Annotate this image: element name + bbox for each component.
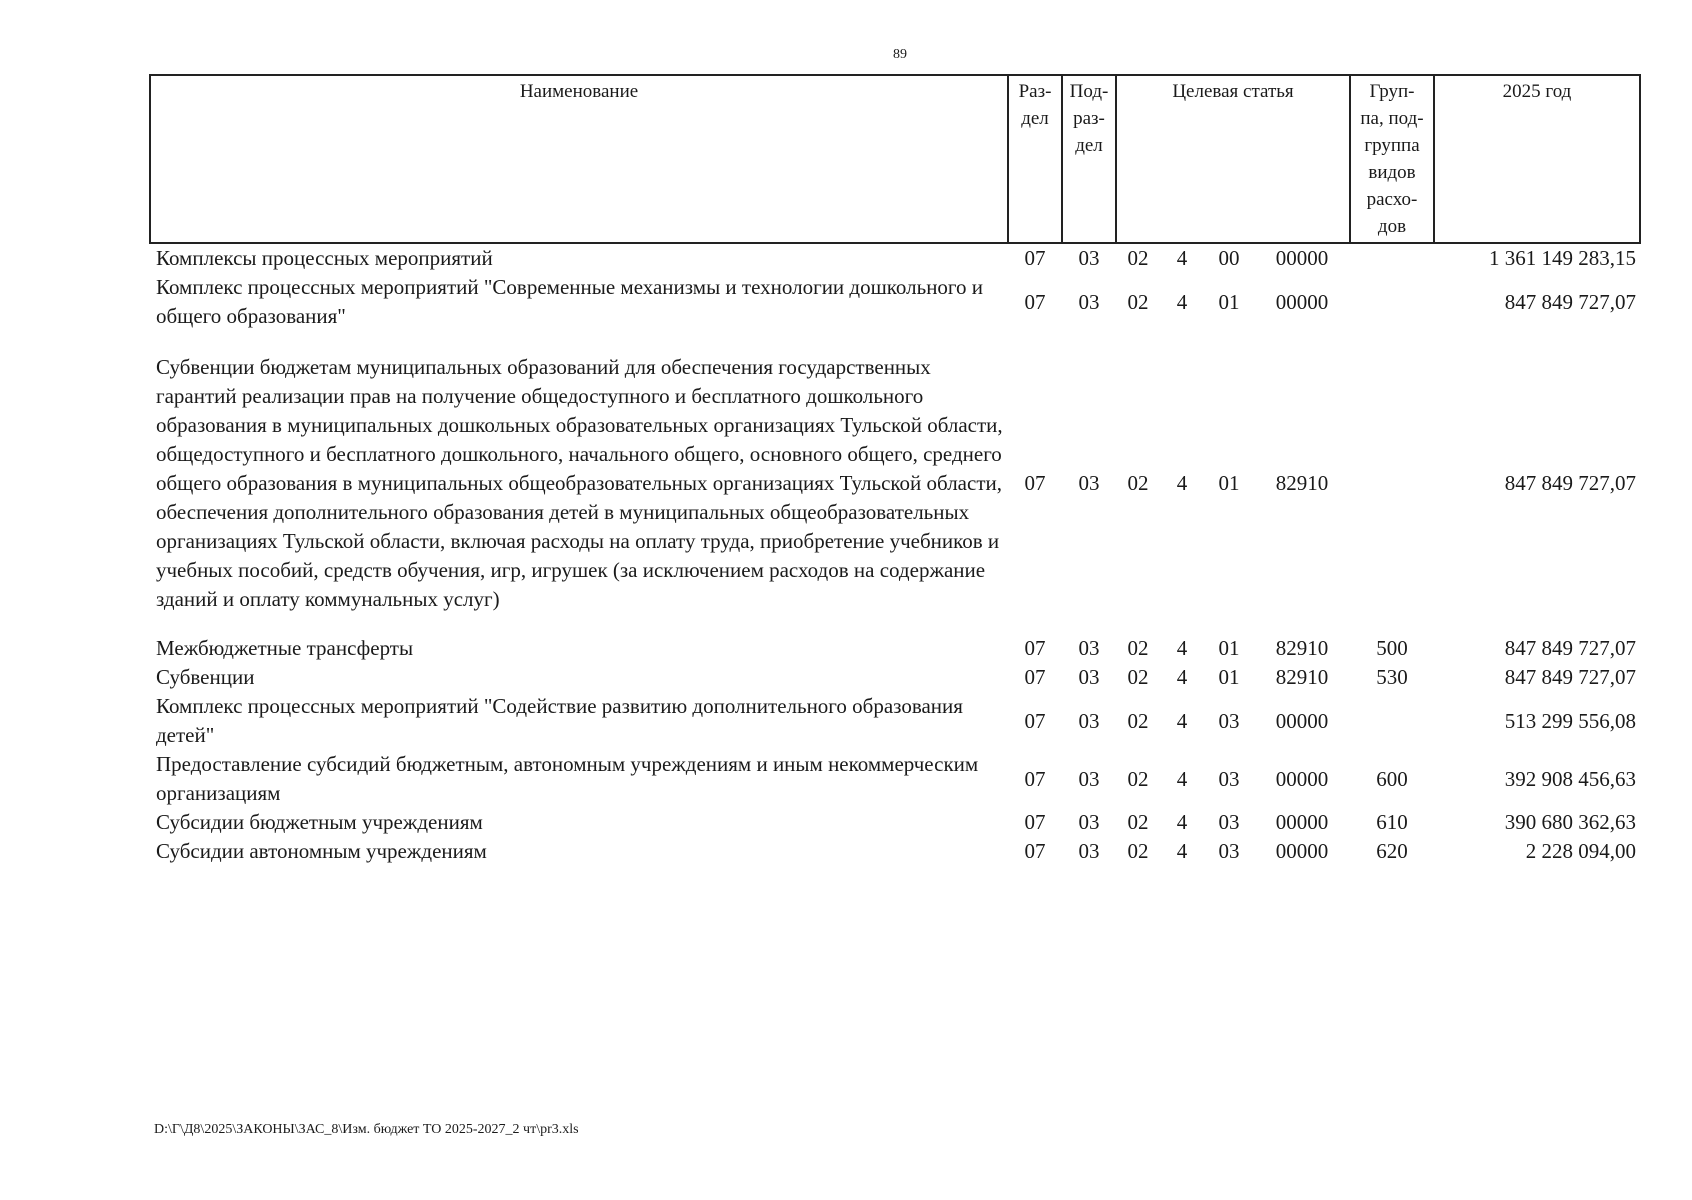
cs-part-1: 02	[1127, 766, 1149, 791]
row-podrazdel: 03	[1078, 246, 1100, 270]
cs-part-3: 00	[1218, 246, 1240, 270]
row-podrazdel: 03	[1078, 289, 1100, 314]
cs-part-2: 4	[1176, 810, 1188, 834]
row-name: Комплекс процессных мероприятий "Содействие развитию дополнительного образования детей"	[156, 694, 963, 747]
row-amount: 847 849 727,07	[1504, 471, 1636, 495]
cs-part-4: 00000	[1275, 708, 1329, 733]
row-podrazdel: 03	[1078, 810, 1100, 834]
cs-part-2: 4	[1176, 839, 1188, 863]
header-group-label: Груп- па, под- группа видов расхо- дов	[1360, 81, 1424, 237]
header-target-label: Целевая статья	[1172, 81, 1294, 102]
cs-part-1: 02	[1127, 471, 1149, 495]
row-amount: 847 849 727,07	[1504, 636, 1636, 660]
cs-part-1: 02	[1127, 839, 1149, 863]
row-name: Комплекс процессных мероприятий "Современные механизмы и технологии дошкольного и общего образования"	[156, 275, 984, 328]
row-target-article	[1116, 273, 1350, 331]
header-podrazdel	[1062, 75, 1116, 243]
row-amount: 390 680 362,63	[1504, 810, 1636, 834]
header-row	[150, 75, 1640, 243]
table-row	[150, 808, 1640, 837]
cs-part-4: 00000	[1275, 246, 1329, 270]
cs-part-3: 01	[1218, 636, 1240, 660]
row-group: 530	[1376, 665, 1408, 689]
row-group	[1350, 243, 1434, 273]
cs-part-2: 4	[1176, 471, 1188, 495]
cs-part-2: 4	[1176, 766, 1188, 791]
cs-part-3: 01	[1218, 471, 1240, 495]
row-name: Предоставление субсидий бюджетным, автономным учреждениям и иным некоммерческим организациям	[156, 752, 979, 805]
header-amount-label: 2025 год	[1502, 81, 1572, 102]
row-razdel: 07	[1024, 471, 1046, 495]
row-razdel: 07	[1024, 636, 1046, 660]
row-target-article	[1116, 692, 1350, 750]
row-group	[1350, 331, 1434, 634]
row-name: Субсидии автономным учреждениям	[156, 839, 487, 863]
budget-table	[149, 74, 1641, 866]
header-group	[1350, 75, 1434, 243]
row-name: Субсидии бюджетным учреждениям	[156, 810, 483, 834]
cs-part-4: 00000	[1275, 839, 1329, 863]
row-target-article	[1116, 750, 1350, 808]
row-target-article	[1116, 663, 1350, 692]
row-podrazdel: 03	[1078, 839, 1100, 863]
table-row	[150, 692, 1640, 750]
cs-part-1: 02	[1127, 665, 1149, 689]
row-podrazdel: 03	[1078, 708, 1100, 733]
cs-part-2: 4	[1176, 665, 1188, 689]
header-podrazdel-label: Под- раз- дел	[1069, 81, 1109, 156]
row-group: 600	[1376, 766, 1408, 791]
header-target-article	[1116, 75, 1350, 243]
cs-part-1: 02	[1127, 810, 1149, 834]
row-razdel: 07	[1024, 766, 1046, 791]
row-razdel: 07	[1024, 289, 1046, 314]
row-name: Субвенции бюджетам муниципальных образований для обеспечения государственных гарантий реализации прав на получение общедоступного и бесплатного дошкольного образования в муниципальных дошкольных образовательных организациях Тульской области, общедоступного и бесплатного дошкольного, начального общего, основного общего, среднего общего образования в муниципальных общеобразовательных организациях Тульской области, обеспечения дополнительного образования детей в муниципальных общеобразовательных организациях Тульской области, включая расходы на оплату труда, приобретение учебников и учебных пособий, средств обучения, игр, игрушек (за исключением расходов на содержание зданий и оплату коммунальных услуг)	[156, 355, 1003, 611]
cs-part-3: 03	[1218, 839, 1240, 863]
row-amount: 1 361 149 283,15	[1489, 246, 1636, 270]
page-number: 89	[893, 47, 907, 62]
table-row	[150, 273, 1640, 331]
cs-part-1: 02	[1127, 289, 1149, 314]
cs-part-4: 82910	[1275, 665, 1329, 689]
row-target-article	[1116, 634, 1350, 663]
cs-part-4: 82910	[1275, 636, 1329, 660]
cs-part-2: 4	[1176, 246, 1188, 270]
cs-part-2: 4	[1176, 708, 1188, 733]
row-podrazdel: 03	[1078, 766, 1100, 791]
row-group: 620	[1376, 839, 1408, 863]
header-name: Наименование	[150, 75, 1008, 243]
row-target-article	[1116, 808, 1350, 837]
cs-part-4: 82910	[1275, 471, 1329, 495]
table-row	[150, 243, 1640, 273]
file-path-footer: D:\Г\Д8\2025\ЗАКОНЫ\ЗАС_8\Изм. бюджет ТО 2025-2027_2 чт\pr3.xls	[154, 1122, 579, 1137]
row-target-article	[1116, 243, 1350, 273]
row-group: 610	[1376, 810, 1408, 834]
row-podrazdel: 03	[1078, 471, 1100, 495]
row-razdel: 07	[1024, 246, 1046, 270]
row-group	[1350, 273, 1434, 331]
table-row	[150, 331, 1640, 634]
cs-part-3: 03	[1218, 766, 1240, 791]
row-name: Межбюджетные трансферты	[156, 636, 414, 660]
cs-part-3: 03	[1218, 810, 1240, 834]
cs-part-3: 03	[1218, 708, 1240, 733]
row-target-article	[1116, 331, 1350, 634]
row-razdel: 07	[1024, 665, 1046, 689]
cs-part-1: 02	[1127, 246, 1149, 270]
row-podrazdel: 03	[1078, 636, 1100, 660]
row-razdel: 07	[1024, 839, 1046, 863]
cs-part-4: 00000	[1275, 289, 1329, 314]
table-row	[150, 634, 1640, 663]
row-group	[1350, 692, 1434, 750]
header-amount	[1434, 75, 1640, 243]
row-name: Комплексы процессных мероприятий	[156, 246, 493, 270]
row-razdel: 07	[1024, 708, 1046, 733]
table-row	[150, 837, 1640, 866]
row-name: Субвенции	[156, 665, 255, 689]
row-razdel: 07	[1024, 810, 1046, 834]
row-group: 500	[1376, 636, 1408, 660]
row-amount: 513 299 556,08	[1504, 708, 1636, 733]
table-row	[150, 663, 1640, 692]
row-amount: 392 908 456,63	[1504, 766, 1636, 791]
cs-part-3: 01	[1218, 289, 1240, 314]
cs-part-1: 02	[1127, 708, 1149, 733]
cs-part-4: 00000	[1275, 766, 1329, 791]
row-amount: 847 849 727,07	[1504, 289, 1636, 314]
cs-part-2: 4	[1176, 289, 1188, 314]
row-amount: 847 849 727,07	[1504, 665, 1636, 689]
header-razdel	[1008, 75, 1062, 243]
cs-part-2: 4	[1176, 636, 1188, 660]
row-amount: 2 228 094,00	[1525, 839, 1636, 863]
row-target-article	[1116, 837, 1350, 866]
row-podrazdel: 03	[1078, 665, 1100, 689]
cs-part-3: 01	[1218, 665, 1240, 689]
table-row	[150, 750, 1640, 808]
cs-part-1: 02	[1127, 636, 1149, 660]
header-razdel-label: Раз- дел	[1018, 81, 1052, 129]
cs-part-4: 00000	[1275, 810, 1329, 834]
